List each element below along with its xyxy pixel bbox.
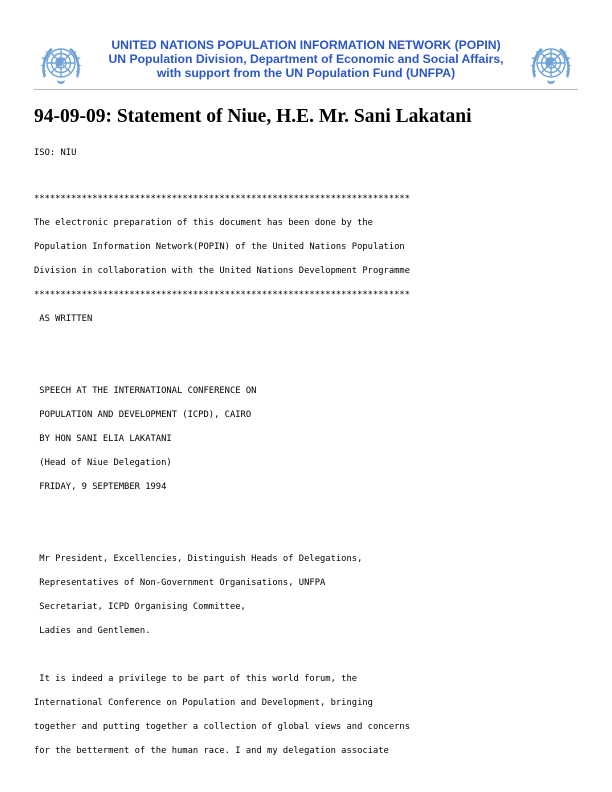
text-line: Ladies and Gentlemen. [34, 626, 151, 636]
text-line: SPEECH AT THE INTERNATIONAL CONFERENCE ON [34, 386, 257, 396]
popin-header [34, 36, 578, 88]
text-line: International Conference on Population and Development, bringing [34, 698, 373, 708]
text-line: AS WRITTEN [34, 314, 93, 324]
text-line: Division in collaboration with the United Nations Development Programme [34, 266, 411, 276]
document-title: 94-09-09: Statement of Niue, H.E. Mr. Sani Lakatani [34, 106, 472, 127]
text-line: together and putting together a collection of global views and concerns [34, 722, 411, 732]
header-line-3: with support from the UN Population Fund (UNFPA) [156, 66, 456, 81]
un-emblem-icon [526, 38, 576, 88]
text-line: *********************************************************************** [34, 194, 411, 204]
iso-code: ISO: NIU [34, 148, 77, 158]
text-line: BY HON SANI ELIA LAKATANI [34, 434, 172, 444]
text-line: POPULATION AND DEVELOPMENT (ICPD), CAIRO [34, 410, 252, 420]
text-line: Secretariat, ICPD Organising Committee, [34, 602, 246, 612]
text-line: The electronic preparation of this document has been done by the [34, 218, 373, 228]
text-line: Representatives of Non-Government Organisations, UNFPA [34, 578, 326, 588]
text-line: Population Information Network(POPIN) of the United Nations Population [34, 242, 405, 252]
header-divider [34, 89, 578, 90]
un-emblem-icon [36, 38, 86, 88]
header-title-block [90, 38, 522, 81]
text-line: Mr President, Excellencies, Distinguish Heads of Delegations, [34, 554, 363, 564]
text-line: FRIDAY, 9 SEPTEMBER 1994 [34, 482, 167, 492]
header-line-2: UN Population Division, Department of Economic and Social Affairs, [108, 52, 504, 67]
text-line: (Head of Niue Delegation) [34, 458, 172, 468]
text-line: *********************************************************************** [34, 290, 411, 300]
header-line-1: UNITED NATIONS POPULATION INFORMATION NETWORK (POPIN) [111, 38, 501, 52]
text-line: for the betterment of the human race. I and my delegation associate [34, 746, 389, 756]
text-line: It is indeed a privilege to be part of this world forum, the [34, 674, 358, 684]
